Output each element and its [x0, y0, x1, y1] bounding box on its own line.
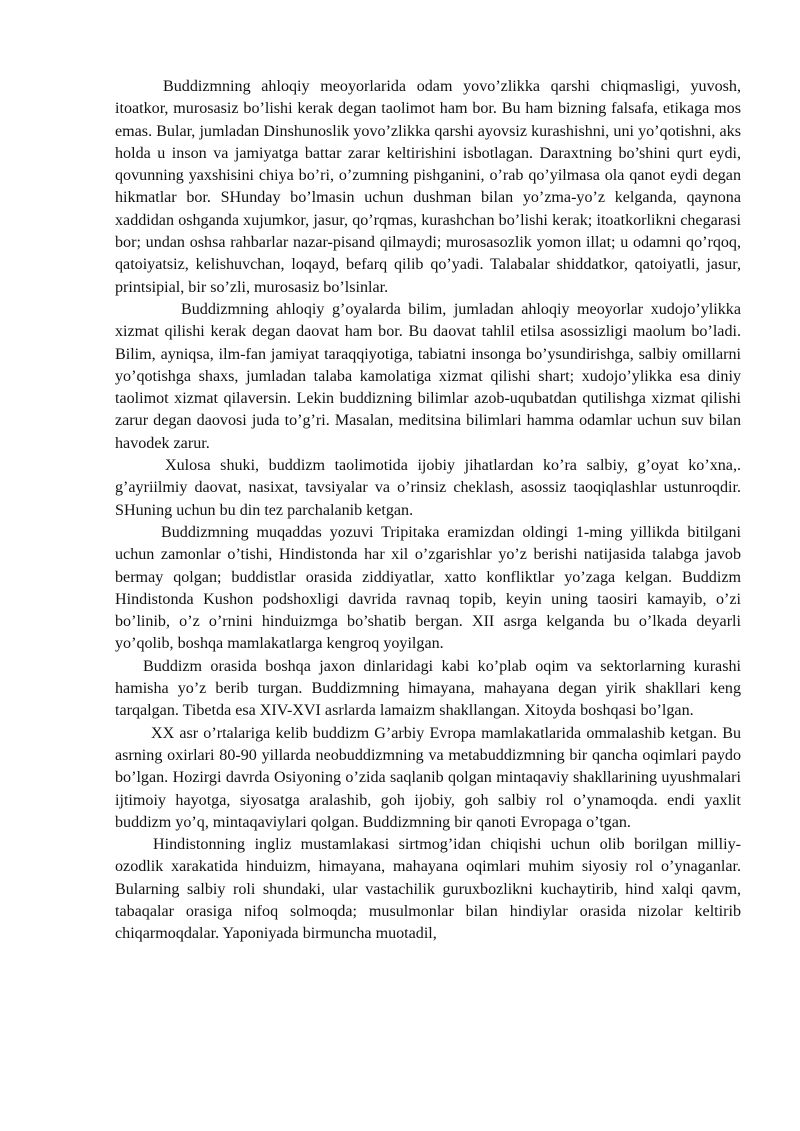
paragraph-5: Buddizm orasida boshqa jaxon dinlaridagi kabi ko’plab oqim va sektorlarning kurashi hamisha yo’z berib turgan. Buddizmning himayana, mahayana degan yirik shakllari keng tarqalgan. Tibetda esa XIV-XVI asrlarda lamaizm shakllangan. Xitoyda boshqasi bo’lgan.: [115, 657, 741, 720]
paragraph-6: XX asr o’rtalariga kelib buddizm G’arbiy Evropa mamlakatlarida ommalashib ketgan. Bu asrning oxirlari 80-90 yillarda neobuddizmning va metabuddizmning bir qancha oqimlari paydo bo’lgan. Hozirgi davrda Osiyoning o’zida saqlanib qolgan mintaqaviy shakllarining uyushmalari ijtimoiy hayotga, siyosatga aralashib, goh ijobiy, goh salbiy rol o’ynamoqda. endi yaxlit buddizm yo’q, mintaqaviylari qolgan. Buddizmning bir qanoti Evropaga o’tgan.: [115, 724, 741, 831]
paragraph-3: Xulosa shuki, buddizm taolimotida ijobiy jihatlardan ko’ra salbiy, g’oyat ko’xna,. g’ayriilmiy daovat, nasixat, tavsiyalar va o’rinsiz cheklash, asossiz taoqiqlashlar ustunroqdir. SHuning uchun bu din tez parchalanib ketgan.: [115, 457, 741, 519]
document-page: [115, 76, 741, 946]
paragraph-4: Buddizmning muqaddas yozuvi Tripitaka eramizdan oldingi 1-ming yillikda bitilgani uchun zamonlar o’tishi, Hindistonda har xil o’zgarishlar yo’z berishi natijasida talabga javob bermay qolgan; buddistlar orasida ziddiyatlar, xatto konfliktlar yo’zaga kelgan. Buddizm Hindistonda Kushon podshoxligi davrida ravnaq topib, keyin uning taosiri kamayib, o’zi bo’linib, o’z o’rnini hinduizmga bo’shatib bergan. XII asrga kelganda bu o’lkada deyarli yo’qolib, boshqa mamlakatlarga kengroq yoyilgan.: [115, 523, 741, 653]
paragraph-2: Buddizmning ahloqiy g’oyalarda bilim, jumladan ahloqiy meoyorlar xudojo’ylikka xizmat qilishi kerak degan daovat ham bor. Bu daovat tahlil etilsa asossizligi maolum bo’ladi. Bilim, ayniqsa, ilm-fan jamiyat taraqqiyotiga, tabiatni insonga bo’ysundirishga, salbiy omillarni yo’qotishga shaxs, jumladan talaba kamolatiga xizmat qilishi shart; xudojo’ylikka esa diniy taolimot xizmat qilaversin. Lekin buddizning bilimlar azob-uqubatdan qutilishga xizmat qilishi zarur degan daovosi juda to’g’ri. Masalan, meditsina bilimlari hamma odamlar uchun suv bilan havodek zarur.: [115, 300, 741, 452]
paragraph-1: Buddizmning ahloqiy meoyorlarida odam yovo’zlikka qarshi chiqmasligi, yuvosh, itoatkor, murosasiz bo’lishi kerak degan taolimot ham bor. Bu ham bizning falsafa, etikaga mos emas. Bular, jumladan Dinshunoslik yovo’zlikka qarshi ayovsiz kurashishni, uni yo’qotishni, aks holda u inson va jamiyatga battar zarar keltirishini isbotlagan. Daraxtning bo’shini qurt eydi, qovunning yaxshisini chiya bo’ri, o’zumning pishganini, o’rab qo’yilmasa ola qanot eydi degan hikmatlar bor. SHunday bo’lmasin uchun dushman bilan yo’zma-yo’z kelganda, qaynona xaddidan oshganda xujumkor, jasur, qo’rqmas, kurashchan bo’lishi kerak; itoatkorlikni chegarasi bor; undan oshsa rahbarlar nazar-pisand qilmaydi; murosasozlik yomon illat; u odamni qo’rqoq, qatoiyatsiz, kelishuvchan, loqayd, befarq qilib qo’yadi. Talabalar shiddatkor, qatoiyatli, jasur, printsipial, bir so’zli, murosasiz bo’lsinlar.: [115, 78, 741, 296]
paragraph-7: Hindistonning ingliz mustamlakasi sirtmog’idan chiqishi uchun olib borilgan milliy-ozodlik xarakatida hinduizm, himayana, mahayana oqimlari muhim siyosiy rol o’ynaganlar. Bularning salbiy roli shundaki, ular vastachilik guruxbozlikni kuchaytirib, hind xalqi qavm, tabaqalar orasiga nifoq solmoqda; musulmonlar bilan hindiylar orasida nizolar keltirib chiqarmoqdalar. Yaponiyada birmuncha muotadil,: [115, 836, 741, 943]
